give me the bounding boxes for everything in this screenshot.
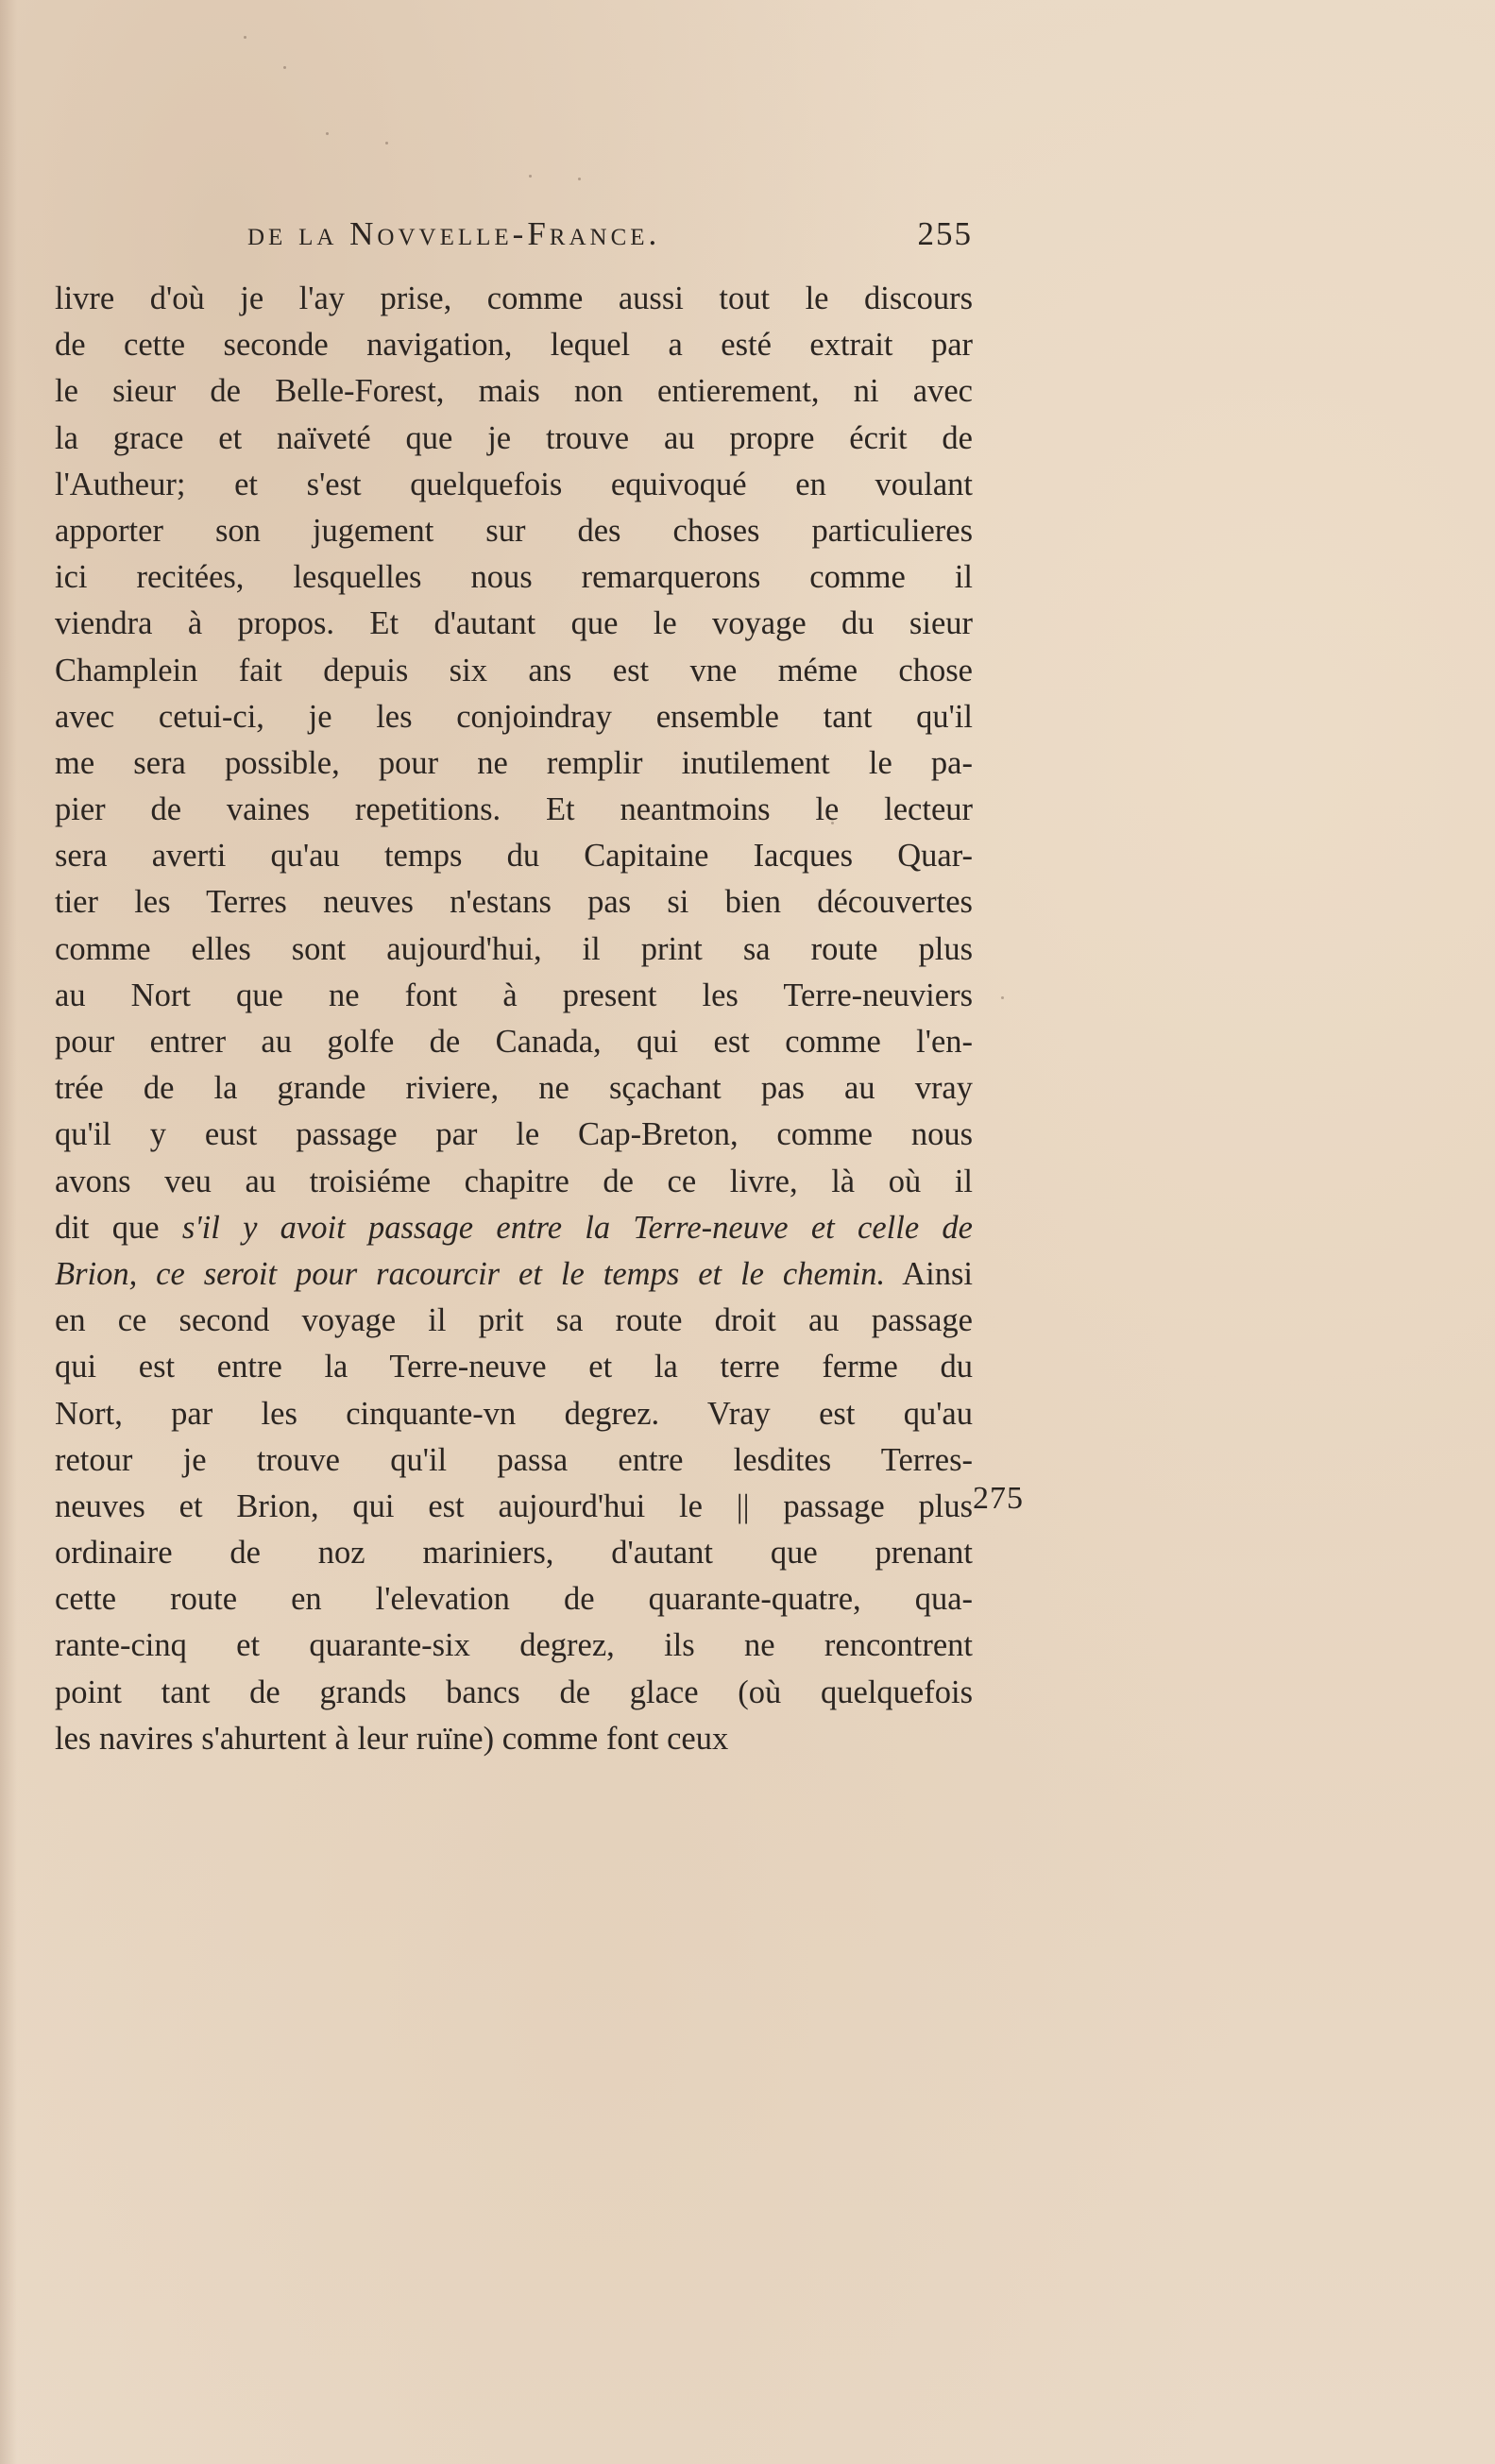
text-line: de cette seconde navigation, lequel a esté extrait par	[55, 327, 973, 364]
text-line: point tant de grands bancs de glace (où quelquefois	[55, 1674, 973, 1710]
text-line: sera averti qu'au temps du Capitaine Iacques Quar-	[55, 838, 973, 875]
text-line: qu'il y eust passage par le Cap-Breton, comme nous	[55, 1116, 973, 1153]
paper-speck	[326, 132, 329, 135]
running-title: de la Novvelle-France.	[247, 215, 661, 252]
text-line: pier de vaines repetitions. Et neantmoins le lecteur	[55, 791, 973, 828]
page-edge-shadow	[0, 0, 17, 2464]
page-number: 255	[917, 215, 973, 252]
paper-speck	[244, 36, 246, 39]
text-line: au Nort que ne font à present les Terre-neuviers	[55, 977, 973, 1013]
italic-quotation: Brion, ce seroit pour racourcir et le temps et le chemin.	[55, 1255, 886, 1292]
text-line: retour je trouve qu'il passa entre lesdites Terres-	[55, 1441, 973, 1478]
paper-speck	[578, 178, 581, 180]
text-line: tier les Terres neuves n'estans pas si bien découvertes	[55, 884, 973, 921]
paper-speck	[1001, 996, 1004, 999]
text-line: rante-cinq et quarante-six degrez, ils ne rencontrent	[55, 1627, 973, 1664]
margin-line-number: 275	[973, 1481, 1024, 1516]
text-line: comme elles sont aujourd'hui, il print sa route plus	[55, 930, 973, 967]
text-run: dit que	[55, 1209, 182, 1246]
body-text	[55, 276, 973, 1762]
text-line: ici recitées, lesquelles nous remarquerons comme il	[55, 559, 973, 596]
paper-speck	[385, 142, 388, 144]
text-line: les navires s'ahurtent à leur ruïne) comme font ceux	[55, 1720, 729, 1757]
text-line: en ce second voyage il prit sa route droit au passage	[55, 1302, 973, 1339]
italic-quotation: s'il y avoit passage entre la Terre-neuve et celle de	[181, 1209, 973, 1246]
text-line: l'Autheur; et s'est quelquefois equivoqué en voulant	[55, 466, 973, 502]
text-line: le sieur de Belle-Forest, mais non entierement, ni avec	[55, 373, 973, 410]
text-run: Ainsi	[885, 1255, 974, 1292]
text-line-with-italic	[55, 1251, 973, 1298]
text-line: livre d'où je l'ay prise, comme aussi tout le discours	[55, 280, 973, 316]
text-line-with-italic	[55, 1205, 973, 1251]
text-line: apporter son jugement sur des choses particulieres	[55, 512, 973, 549]
text-line: Champlein fait depuis six ans est vne méme chose	[55, 652, 973, 688]
text-line: viendra à propos. Et d'autant que le voyage du sieur	[55, 605, 973, 642]
text-line: ordinaire de noz mariniers, d'autant que prenant	[55, 1535, 973, 1572]
paper-speck	[283, 66, 286, 69]
text-line: qui est entre la Terre-neuve et la terre ferme du	[55, 1349, 973, 1385]
text-line: pour entrer au golfe de Canada, qui est comme l'en-	[55, 1024, 973, 1060]
text-line: avec cetui-ci, je les conjoindray ensemble tant qu'il	[55, 698, 973, 735]
text-line: me sera possible, pour ne remplir inutilement le pa-	[55, 744, 973, 781]
text-line: Nort, par les cinquante-vn degrez. Vray est qu'au	[55, 1395, 973, 1432]
text-line: cette route en l'elevation de quarante-quatre, qua-	[55, 1581, 973, 1618]
text-line: avons veu au troisiéme chapitre de ce livre, là où il	[55, 1163, 973, 1199]
text-line: neuves et Brion, qui est aujourd'hui le || passage plus	[55, 1487, 973, 1524]
running-header	[247, 215, 973, 261]
paper-speck	[529, 175, 532, 178]
text-line: trée de la grande riviere, ne sçachant pas au vray	[55, 1070, 973, 1107]
text-line: la grace et naïveté que je trouve au propre écrit de	[55, 419, 973, 456]
